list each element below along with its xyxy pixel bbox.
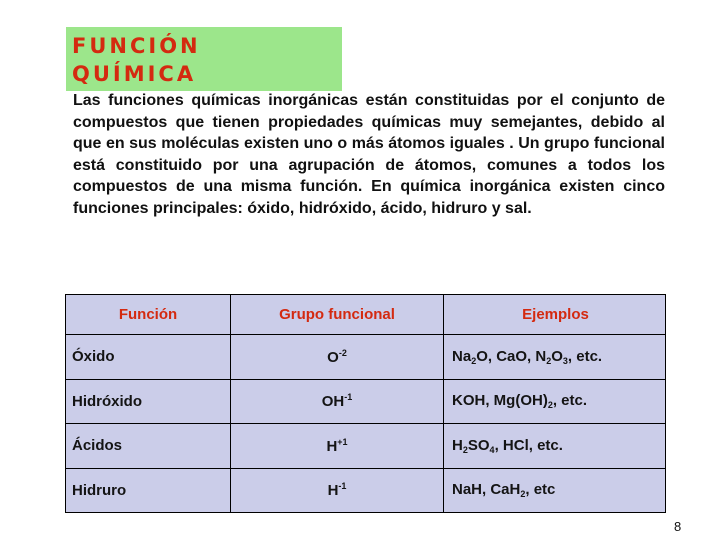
cell-examples <box>444 379 666 423</box>
formula-subscript: 2 <box>546 355 552 366</box>
formula-text: , etc. <box>567 347 603 365</box>
formula-text: O, CaO, N <box>476 347 547 365</box>
group-base: H <box>327 482 339 500</box>
cell-group <box>231 424 444 468</box>
formula-text: , etc <box>525 481 556 499</box>
formula-text: KOH, Mg(OH) <box>452 392 548 410</box>
title-box <box>66 27 342 91</box>
table-row <box>66 468 666 512</box>
formula-subscript: 3 <box>562 355 568 366</box>
cell-function: Hidróxido <box>66 379 231 423</box>
group-charge: -1 <box>344 392 353 403</box>
cell-examples <box>444 424 666 468</box>
formula-text: O <box>551 347 563 365</box>
cell-group <box>231 379 444 423</box>
cell-examples <box>444 335 666 379</box>
slide-title-line-2: QUÍMICA <box>72 62 197 86</box>
group-base: OH <box>321 393 345 411</box>
formula-subscript: 2 <box>471 355 477 366</box>
cell-function: Óxido <box>66 335 231 379</box>
formula-text: NaH, CaH <box>452 481 521 499</box>
formula-text: H <box>452 436 463 454</box>
intro-paragraph: Las funciones químicas inorgánicas están constituidas por el conjunto de compuestos que tienen propiedades químicas muy semejantes, debido al que en sus moléculas existen uno o más átomos iguales . Un grupo funcional está constituido por una agrupación de átomos, comunes a todos los compuestos de una misma función. En química inorgánica existen cinco funciones principales: óxido, hidróxido, ácido, hidruro y sal. <box>73 92 665 217</box>
group-charge: -2 <box>338 347 347 358</box>
group-charge: -1 <box>338 481 347 492</box>
table-row <box>66 379 666 423</box>
group-charge: +1 <box>337 436 348 447</box>
functions-table-container <box>65 294 666 513</box>
formula-subscript: 2 <box>520 489 526 500</box>
cell-function: Hidruro <box>66 468 231 512</box>
header-function: Función <box>66 295 231 335</box>
table-header-row <box>66 295 666 335</box>
group-base: O <box>327 348 339 366</box>
cell-function: Ácidos <box>66 424 231 468</box>
header-examples: Ejemplos <box>444 295 666 335</box>
cell-group <box>231 468 444 512</box>
formula-text: , HCl, etc. <box>494 436 563 454</box>
group-base: H <box>326 437 338 455</box>
formula-subscript: 2 <box>547 400 553 411</box>
page-number: 8 <box>674 519 682 534</box>
slide-title-line-1: FUNCIÓN <box>72 34 201 58</box>
header-group: Grupo funcional <box>231 295 444 335</box>
cell-group <box>231 335 444 379</box>
formula-text: , etc. <box>552 392 588 410</box>
formula-text: Na <box>452 347 472 365</box>
formula-subscript: 2 <box>462 444 468 455</box>
formula-subscript: 4 <box>489 444 495 455</box>
functions-table <box>65 294 666 513</box>
table-row <box>66 335 666 379</box>
table-row <box>66 424 666 468</box>
cell-examples <box>444 468 666 512</box>
formula-text: SO <box>467 436 490 454</box>
